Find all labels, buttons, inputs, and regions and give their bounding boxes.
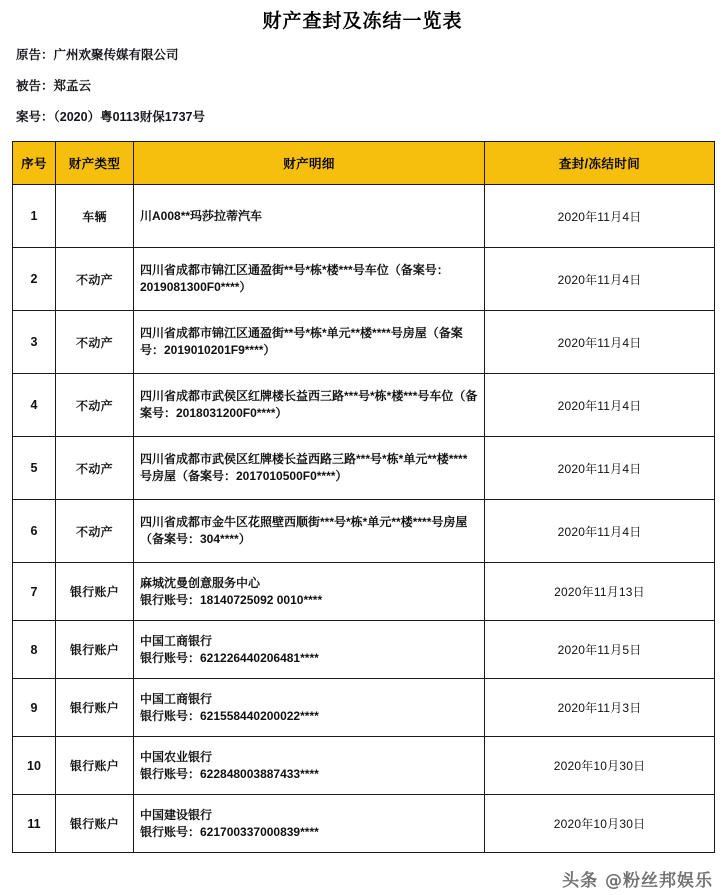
- cell-sequence-number: 1: [13, 185, 56, 248]
- meta-line-plaintiff: [16, 48, 725, 63]
- cell-asset-detail: 中国工商银行 银行账号：621226440206481****: [134, 621, 485, 679]
- table-row: [13, 737, 715, 795]
- watermark-label: 头条 @粉丝邦娱乐: [562, 871, 713, 891]
- column-header-detail: 财产明细: [134, 142, 485, 185]
- meta-label-plaintiff: 原告：: [16, 48, 54, 62]
- cell-seizure-date: 2020年11月13日: [485, 563, 715, 621]
- cell-sequence-number: 3: [13, 311, 56, 374]
- meta-label-defendant: 被告：: [16, 79, 54, 93]
- cell-seizure-date: 2020年11月4日: [485, 437, 715, 500]
- cell-sequence-number: 10: [13, 737, 56, 795]
- cell-seizure-date: 2020年11月3日: [485, 679, 715, 737]
- cell-asset-detail: 四川省成都市武侯区红牌楼长益西三路***号*栋*楼***号车位（备案号：2018031200F0****）: [134, 374, 485, 437]
- cell-asset-type: 银行账户: [56, 621, 134, 679]
- asset-table-head: [13, 142, 715, 185]
- table-row: [13, 500, 715, 563]
- cell-sequence-number: 2: [13, 248, 56, 311]
- table-row: [13, 563, 715, 621]
- cell-seizure-date: 2020年11月4日: [485, 500, 715, 563]
- meta-label-case-number: 案号：: [16, 110, 54, 124]
- table-row: [13, 437, 715, 500]
- column-header-date: 查封/冻结时间: [485, 142, 715, 185]
- cell-asset-detail: 四川省成都市锦江区通盈街**号*栋*楼***号车位（备案号：2019081300F0****）: [134, 248, 485, 311]
- table-row: [13, 248, 715, 311]
- column-header-no: 序号: [13, 142, 56, 185]
- cell-seizure-date: 2020年11月4日: [485, 185, 715, 248]
- asset-table-body: [13, 185, 715, 853]
- cell-asset-detail: 中国建设银行 银行账号：621700337000839****: [134, 795, 485, 853]
- cell-asset-detail: 麻城沈曼创意服务中心 银行账号：18140725092 0010****: [134, 563, 485, 621]
- cell-asset-type: 银行账户: [56, 795, 134, 853]
- cell-seizure-date: 2020年10月30日: [485, 795, 715, 853]
- cell-sequence-number: 7: [13, 563, 56, 621]
- cell-seizure-date: 2020年11月5日: [485, 621, 715, 679]
- column-header-type: 财产类型: [56, 142, 134, 185]
- cell-asset-type: 不动产: [56, 248, 134, 311]
- table-row: [13, 795, 715, 853]
- table-row: [13, 621, 715, 679]
- cell-sequence-number: 4: [13, 374, 56, 437]
- page-title: 财产查封及冻结一览表: [262, 11, 463, 32]
- cell-asset-type: 不动产: [56, 437, 134, 500]
- cell-asset-detail: 四川省成都市金牛区花照壁西顺街***号*栋*单元**楼****号房屋（备案号：304****）: [134, 500, 485, 563]
- meta-value-defendant: 郑孟云: [53, 79, 92, 93]
- asset-table-wrapper: [0, 141, 725, 853]
- table-row: [13, 374, 715, 437]
- cell-sequence-number: 8: [13, 621, 56, 679]
- cell-asset-type: 不动产: [56, 311, 134, 374]
- meta-value-plaintiff: 广州欢聚传媒有限公司: [53, 48, 179, 62]
- cell-seizure-date: 2020年11月4日: [485, 248, 715, 311]
- asset-table: [12, 141, 715, 853]
- cell-asset-detail: 川A008**玛莎拉蒂汽车: [134, 185, 485, 248]
- cell-asset-detail: 中国农业银行 银行账号：622848003887433****: [134, 737, 485, 795]
- cell-asset-type: 车辆: [56, 185, 134, 248]
- cell-asset-detail: 四川省成都市锦江区通盈街**号*栋*单元**楼****号房屋（备案号：2019010201F9****）: [134, 311, 485, 374]
- cell-sequence-number: 5: [13, 437, 56, 500]
- cell-asset-type: 银行账户: [56, 563, 134, 621]
- cell-seizure-date: 2020年10月30日: [485, 737, 715, 795]
- table-row: [13, 185, 715, 248]
- table-row: [13, 679, 715, 737]
- cell-sequence-number: 6: [13, 500, 56, 563]
- cell-asset-type: 不动产: [56, 374, 134, 437]
- meta-line-defendant: [16, 79, 725, 94]
- cell-seizure-date: 2020年11月4日: [485, 374, 715, 437]
- cell-asset-type: 不动产: [56, 500, 134, 563]
- table-header-row: [13, 142, 715, 185]
- cell-asset-detail: 四川省成都市武侯区红牌楼长益西路三路***号*栋*单元**楼****号房屋（备案号：2017010500F0****）: [134, 437, 485, 500]
- cell-asset-type: 银行账户: [56, 737, 134, 795]
- table-row: [13, 311, 715, 374]
- cell-asset-type: 银行账户: [56, 679, 134, 737]
- cell-sequence-number: 9: [13, 679, 56, 737]
- cell-asset-detail: 中国工商银行 银行账号：621558440200022****: [134, 679, 485, 737]
- cell-seizure-date: 2020年11月4日: [485, 311, 715, 374]
- case-meta-block: [0, 48, 725, 125]
- meta-line-case-number: [16, 110, 725, 125]
- cell-sequence-number: 11: [13, 795, 56, 853]
- meta-value-case-number: （2020）粤0113财保1737号: [53, 110, 205, 124]
